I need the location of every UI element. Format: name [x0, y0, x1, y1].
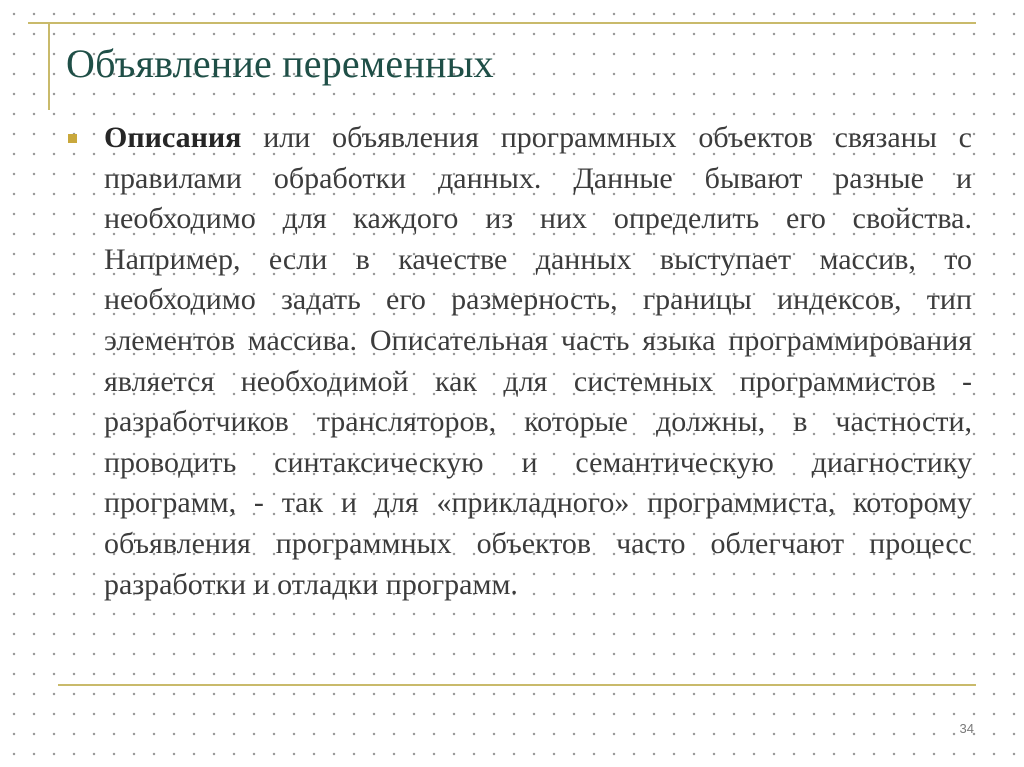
footer-rule — [58, 684, 976, 686]
page-number: 34 — [959, 721, 974, 736]
body-text: или объявления программных объектов связаны с правилами обработки данных. Данные бывают разные и необходимо для каждого из них определить его свойства. Например, если в качестве данных выступает массив, то необходимо задать его размерность, границы индексов, тип элементов массива. Описательная часть языка программирования является необходимой как для системных программистов - разработчиков трансляторов, которые должны, в частности, проводить синтаксическую и семантическую диагностику программ, - так и для «прикладного» программиста, которому объявления программных объектов часто облегчают процесс разработки и отладки программ. — [104, 121, 972, 601]
body-lead-term: Описания — [104, 121, 242, 154]
slide-content — [60, 118, 972, 605]
title-accent-line — [48, 22, 50, 110]
slide-title: Объявление переменных — [66, 41, 494, 86]
body-paragraph — [104, 118, 972, 605]
square-bullet-icon — [68, 134, 77, 143]
title-top-rule — [28, 22, 976, 24]
